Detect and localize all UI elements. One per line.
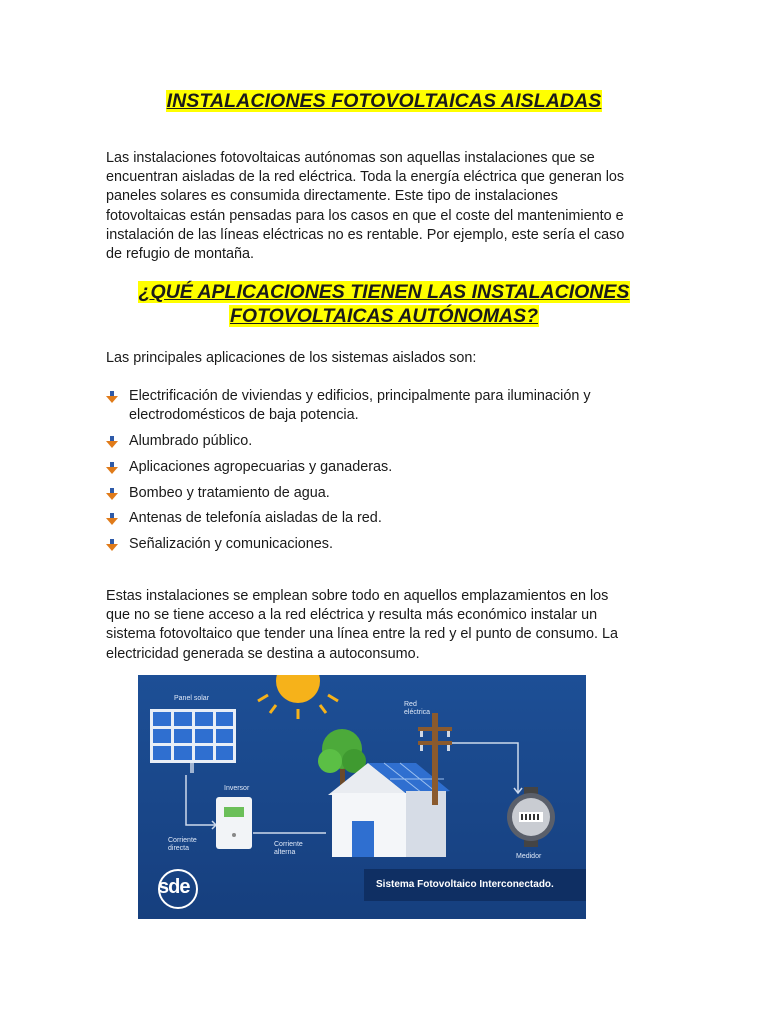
section-heading-line: ¿QUÉ APLICACIONES TIENEN LAS INSTALACIONES bbox=[138, 281, 630, 303]
inverter-label: Inversor bbox=[224, 785, 250, 792]
list-item: Señalización y comunicaciones. bbox=[106, 535, 676, 554]
grid-label: Red eléctrica bbox=[404, 701, 431, 716]
arrow-down-bullet-icon bbox=[106, 513, 118, 525]
sun-icon bbox=[258, 675, 338, 719]
closing-line: electricidad generada se destina a autoconsumo. bbox=[106, 645, 420, 662]
list-item: Electrificación de viviendas y edificios, principalmente para iluminación y electrodomésticos de baja potencia. bbox=[106, 387, 676, 425]
list-item: Aplicaciones agropecuarias y ganaderas. bbox=[106, 458, 676, 477]
intro-line: encuentran aisladas de la red eléctrica. Toda la energía eléctrica que generan los bbox=[106, 169, 625, 186]
solar-panel-icon bbox=[150, 709, 236, 773]
applications-list bbox=[106, 387, 676, 561]
arrow-down-bullet-icon bbox=[106, 436, 118, 448]
page-title-text: INSTALACIONES FOTOVOLTAICAS AISLADAS bbox=[166, 90, 602, 112]
ac-label: Corriente alterna bbox=[274, 841, 303, 856]
section-heading bbox=[0, 280, 768, 328]
intro-line: Las instalaciones fotovoltaicas autónomas son aquellas instalaciones que se bbox=[106, 150, 595, 166]
meter-icon bbox=[507, 787, 555, 847]
dc-label: Corriente directa bbox=[168, 837, 197, 852]
closing-paragraph bbox=[106, 587, 676, 664]
meter-label: Medidor bbox=[516, 853, 542, 860]
closing-line: sistema fotovoltaico que tender una línea entre la red y el punto de consumo. La bbox=[106, 626, 618, 643]
section-heading-line: FOTOVOLTAICAS AUTÓNOMAS? bbox=[229, 305, 538, 327]
arrow-down-bullet-icon bbox=[106, 539, 118, 551]
inverter-icon bbox=[216, 797, 252, 849]
arrow-down-bullet-icon bbox=[106, 488, 118, 500]
arrow-down-bullet-icon bbox=[106, 462, 118, 474]
intro-line: de refugio de montaña. bbox=[106, 246, 255, 263]
arrow-down-bullet-icon bbox=[106, 391, 118, 403]
list-item: Bombeo y tratamiento de agua. bbox=[106, 484, 676, 503]
intro-line: paneles solares es consumida directamente. Este tipo de instalaciones bbox=[106, 188, 558, 205]
page-title bbox=[0, 90, 768, 113]
figure-caption: Sistema Fotovoltaico Interconectado. bbox=[376, 879, 554, 890]
caption-banner bbox=[364, 869, 586, 901]
closing-line: que no se tiene acceso a la red eléctrica y resulta más económico instalar un bbox=[106, 607, 598, 624]
list-item: Alumbrado público. bbox=[106, 432, 676, 451]
intro-line: instalación de las líneas eléctricas no es rentable. Por ejemplo, este sería el caso bbox=[106, 226, 625, 243]
house-icon bbox=[328, 763, 450, 857]
photovoltaic-system-illustration bbox=[138, 675, 586, 919]
applications-intro: Las principales aplicaciones de los sistemas aislados son: bbox=[106, 350, 477, 366]
panel-label: Panel solar bbox=[174, 695, 210, 702]
intro-line: fotovoltaicas están pensadas para los casos en que el coste del mantenimiento e bbox=[106, 207, 624, 224]
closing-line: Estas instalaciones se emplean sobre todo en aquellos emplazamientos en los bbox=[106, 588, 609, 604]
sde-logo: sde bbox=[158, 876, 190, 898]
intro-paragraph bbox=[106, 149, 676, 264]
list-item: Antenas de telefonía aisladas de la red. bbox=[106, 509, 676, 528]
